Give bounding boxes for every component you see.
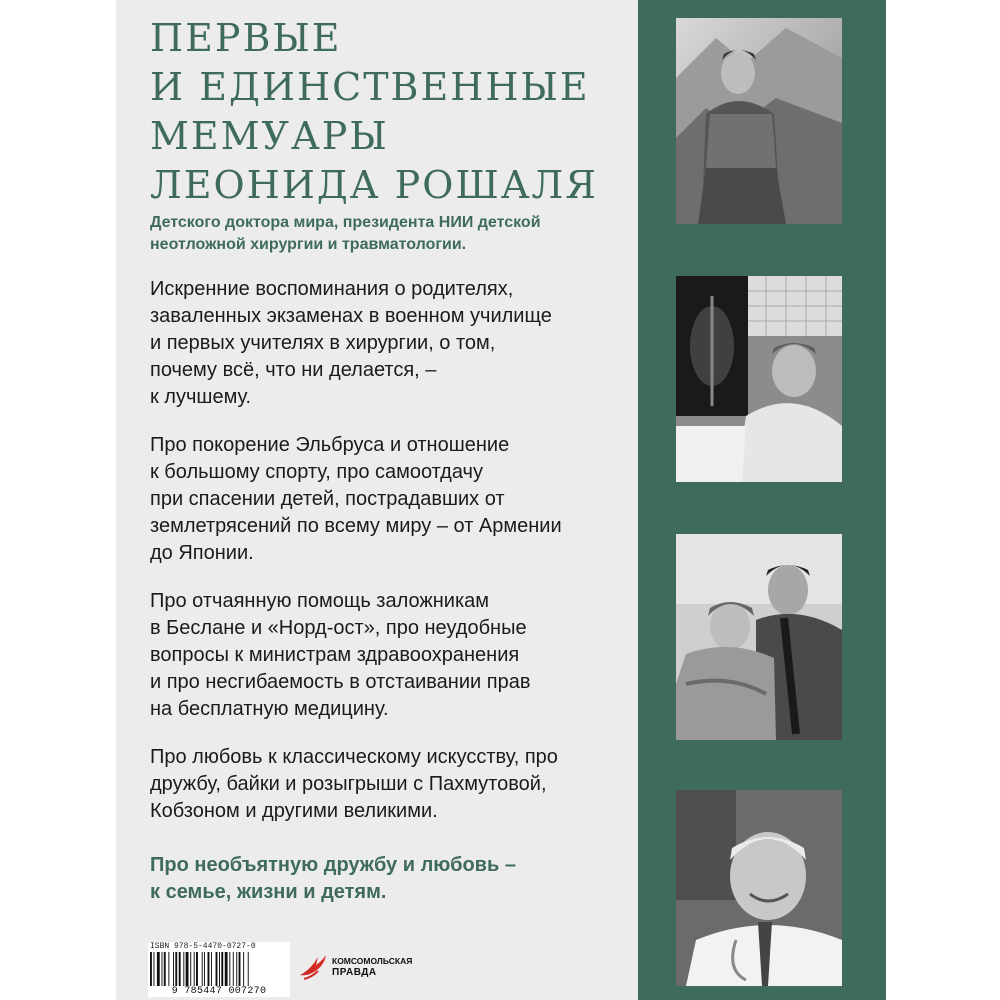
text-line: Про покорение Эльбруса и отношение [150, 434, 510, 456]
title-line: МЕМУАРЫ [150, 114, 389, 158]
paragraph-art [150, 744, 620, 825]
closing-statement [150, 852, 620, 906]
subtitle-line: Детского доктора мира, президента НИИ детской [150, 214, 541, 231]
barcode-bar [239, 952, 241, 986]
paragraph-hostages [150, 588, 620, 723]
barcode-bar [211, 952, 212, 986]
barcode-bar [233, 952, 234, 986]
book-title [150, 14, 620, 210]
title-line: И ЕДИНСТВЕННЫЕ [150, 65, 590, 109]
text-line: заваленных экзаменах в военном училище [150, 305, 552, 327]
barcode-bar [204, 952, 205, 986]
barcode-bar [162, 952, 163, 986]
text-line: и про несгибаемость в отстаивании прав [150, 671, 531, 693]
text-line: почему всё, что ни делается, – [150, 359, 437, 381]
barcode-bars [150, 952, 288, 986]
text-line: Про любовь к классическому искусству, про [150, 746, 558, 768]
barcode-number: 9 785447 007270 [171, 986, 267, 997]
young-man-mountains-photo [676, 18, 842, 224]
text-line: Кобзоном и другими великими. [150, 800, 438, 822]
barcode-bar [248, 952, 249, 986]
text-line: Про отчаянную помощь заложникам [150, 590, 490, 612]
text-line: до Японии. [150, 542, 254, 564]
text-line: в Беслане и «Норд-ост», про неудобные [150, 617, 527, 639]
barcode-bar [194, 952, 195, 986]
text-line: на бесплатную медицину. [150, 698, 389, 720]
author-subtitle [150, 212, 620, 256]
text-line: к семье, жизни и детям. [150, 881, 387, 903]
text-line: дружбу, байки и розыгрыши с Пахмутовой, [150, 773, 547, 795]
publisher-line: ПРАВДА [332, 967, 377, 978]
isbn-text: ISBN 978-5-4470-0727-0 [150, 942, 256, 951]
barcode-bar [243, 952, 244, 986]
text-line: землетрясений по всему миру – от Армении [150, 515, 562, 537]
barcode-bar [219, 952, 220, 986]
barcode-bar [153, 952, 154, 986]
barcode-bar [221, 952, 223, 986]
barcode-bar [208, 952, 210, 986]
title-line: ЛЕОНИДА РОШАЛЯ [150, 163, 598, 207]
barcode-bar [202, 952, 203, 986]
couple-photo [676, 534, 842, 740]
barcode-bar [236, 952, 237, 986]
barcode-bar [190, 952, 191, 986]
barcode-bar [168, 952, 169, 986]
paragraph-parents [150, 276, 620, 411]
paragraph-elbrus [150, 432, 620, 567]
barcode-bar [216, 952, 218, 986]
barcode-bar [175, 952, 177, 986]
text-line: к большому спорту, про самоотдачу [150, 461, 483, 483]
text-line: при спасении детей, пострадавших от [150, 488, 505, 510]
barcode-bar [225, 952, 228, 986]
barcode-bar [157, 952, 160, 986]
barcode-bar [164, 952, 166, 986]
text-line: вопросы к министрам здравоохранения [150, 644, 520, 666]
text-line: Искренние воспоминания о родителях, [150, 278, 514, 300]
barcode-bar [173, 952, 174, 986]
barcode-bar [229, 952, 230, 986]
publisher-line: КОМСОМОЛЬСКАЯ [332, 956, 413, 966]
title-line: ПЕРВЫЕ [150, 16, 342, 60]
barcode-bar [196, 952, 198, 986]
text-line: Про необъятную дружбу и любовь – [150, 854, 516, 876]
doctor-xray-photo [676, 276, 842, 482]
bird-logo-icon [298, 953, 328, 983]
text-line: к лучшему. [150, 386, 252, 408]
isbn-barcode [148, 942, 290, 997]
barcode-bar [183, 952, 184, 986]
text-line: и первых учителях в хирургии, о том, [150, 332, 496, 354]
barcode-bar [150, 952, 152, 986]
subtitle-line: неотложной хирургии и травматологии. [150, 236, 467, 253]
barcode-bar [179, 952, 181, 986]
publisher-name [332, 956, 412, 978]
barcode-bar [186, 952, 189, 986]
smiling-doctor-photo [676, 790, 842, 986]
